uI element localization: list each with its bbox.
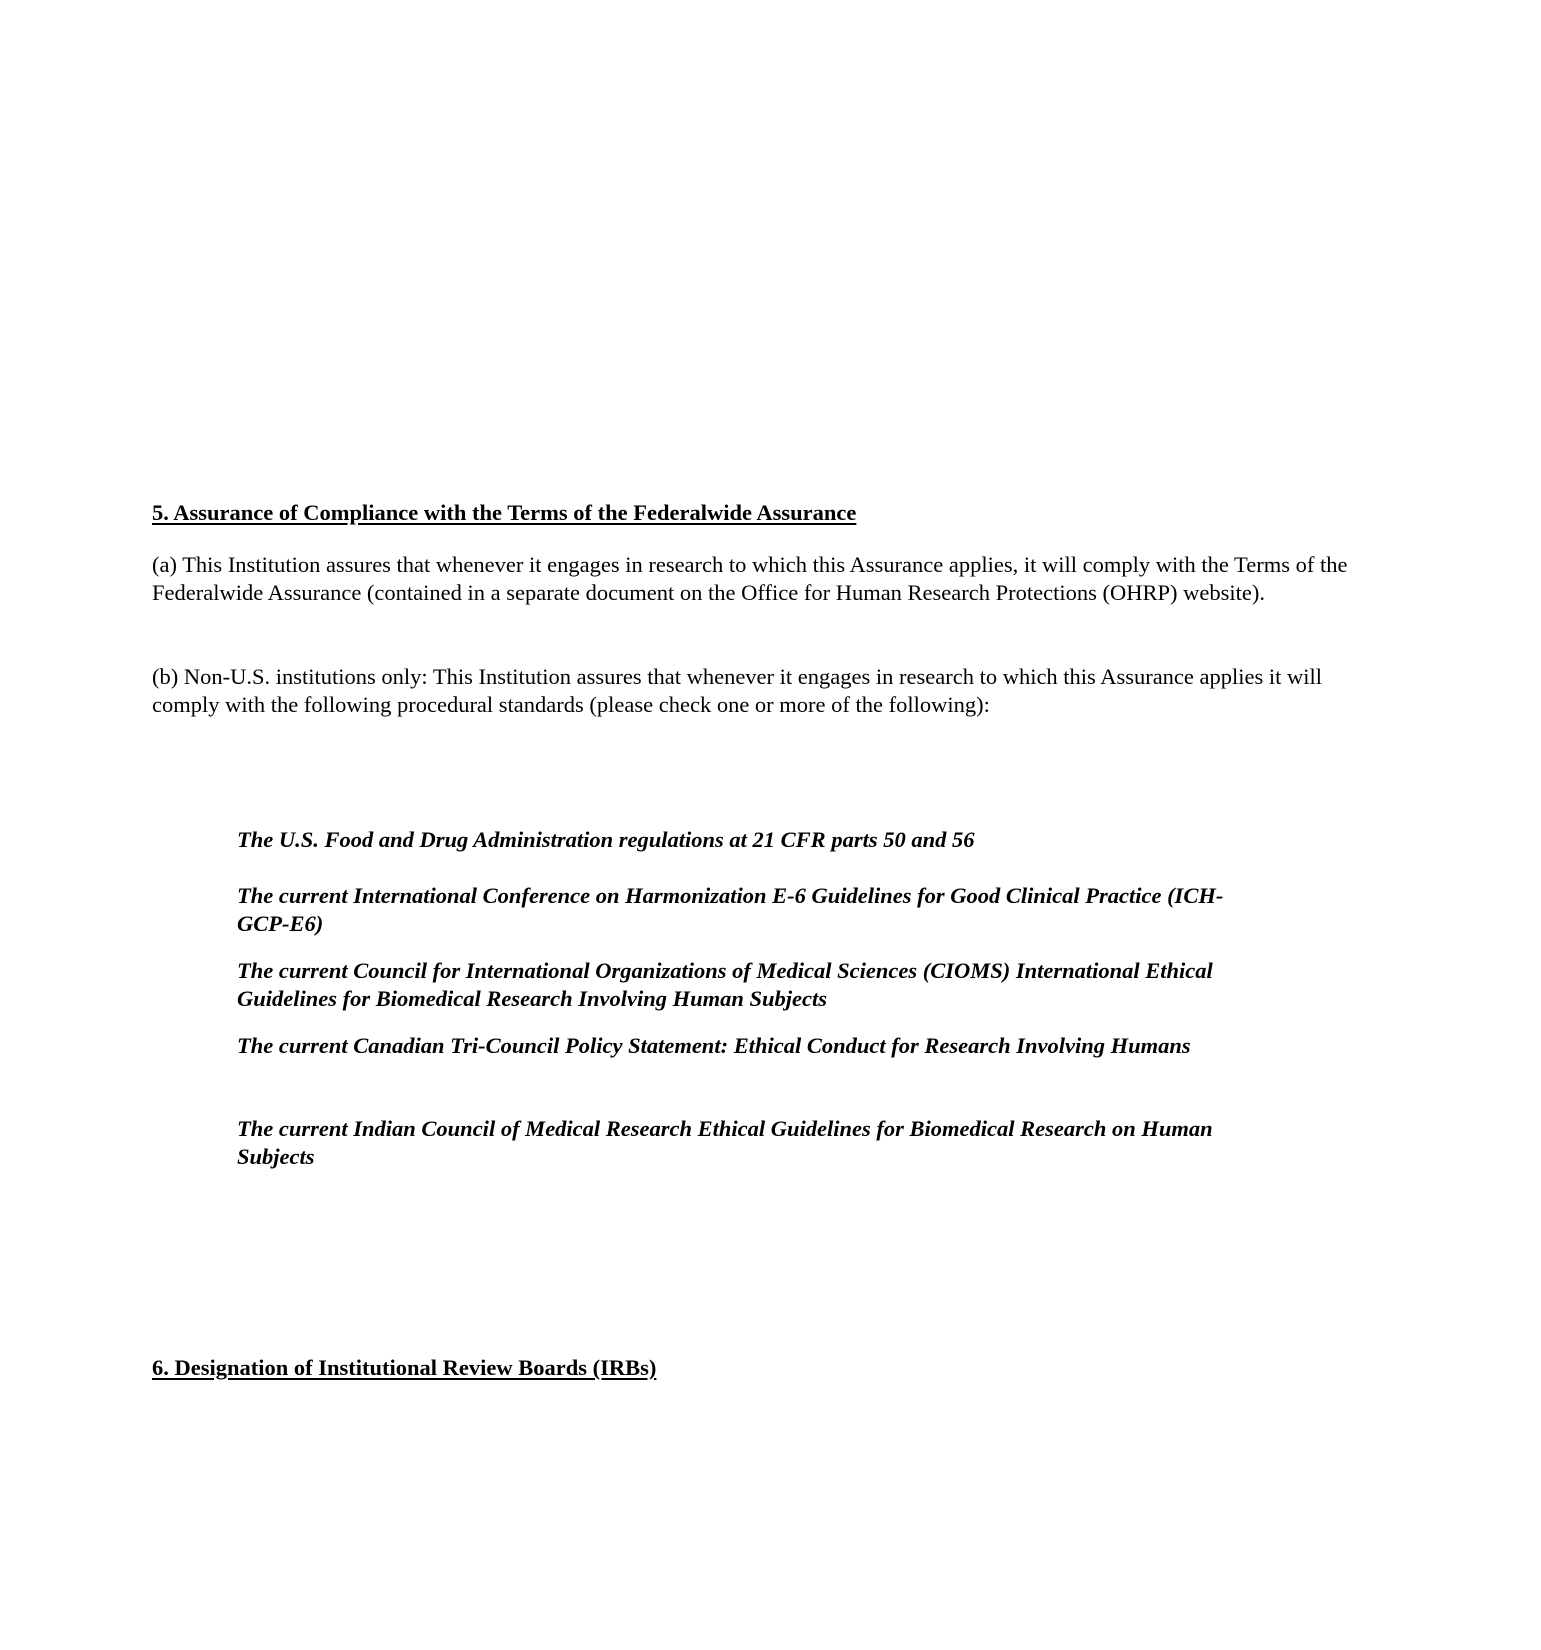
standard-fda-regulations: The U.S. Food and Drug Administration regulations at 21 CFR parts 50 and 56	[237, 827, 975, 852]
section-6-heading: 6. Designation of Institutional Review Boards (IRBs)	[152, 1355, 657, 1380]
standard-cioms-guidelines: The current Council for International Organizations of Medical Sciences (CIOMS) International Ethical Guidelines for Biomedical Research Involving Human Subjects	[237, 958, 1213, 1011]
section-5-heading: 5. Assurance of Compliance with the Terms of the Federalwide Assurance	[152, 500, 857, 525]
section-5-paragraph-b: (b) Non-U.S. institutions only: This Institution assures that whenever it engages in research to which this Assurance applies it will comply with the following procedural standards (please check one or more of the following):	[152, 664, 1323, 717]
standard-indian-council: The current Indian Council of Medical Research Ethical Guidelines for Biomedical Research on Human Subjects	[237, 1116, 1213, 1169]
standard-canadian-tri-council: The current Canadian Tri-Council Policy Statement: Ethical Conduct for Research Involving Humans	[237, 1033, 1191, 1058]
section-5-paragraph-a: (a) This Institution assures that whenever it engages in research to which this Assurance applies, it will comply with the Terms of the Federalwide Assurance (contained in a separate document on the Office for Human Research Protections (OHRP) website).	[152, 552, 1348, 605]
standard-ich-gcp-e6: The current International Conference on Harmonization E-6 Guidelines for Good Clinical Practice (ICH-GCP-E6)	[237, 883, 1224, 936]
